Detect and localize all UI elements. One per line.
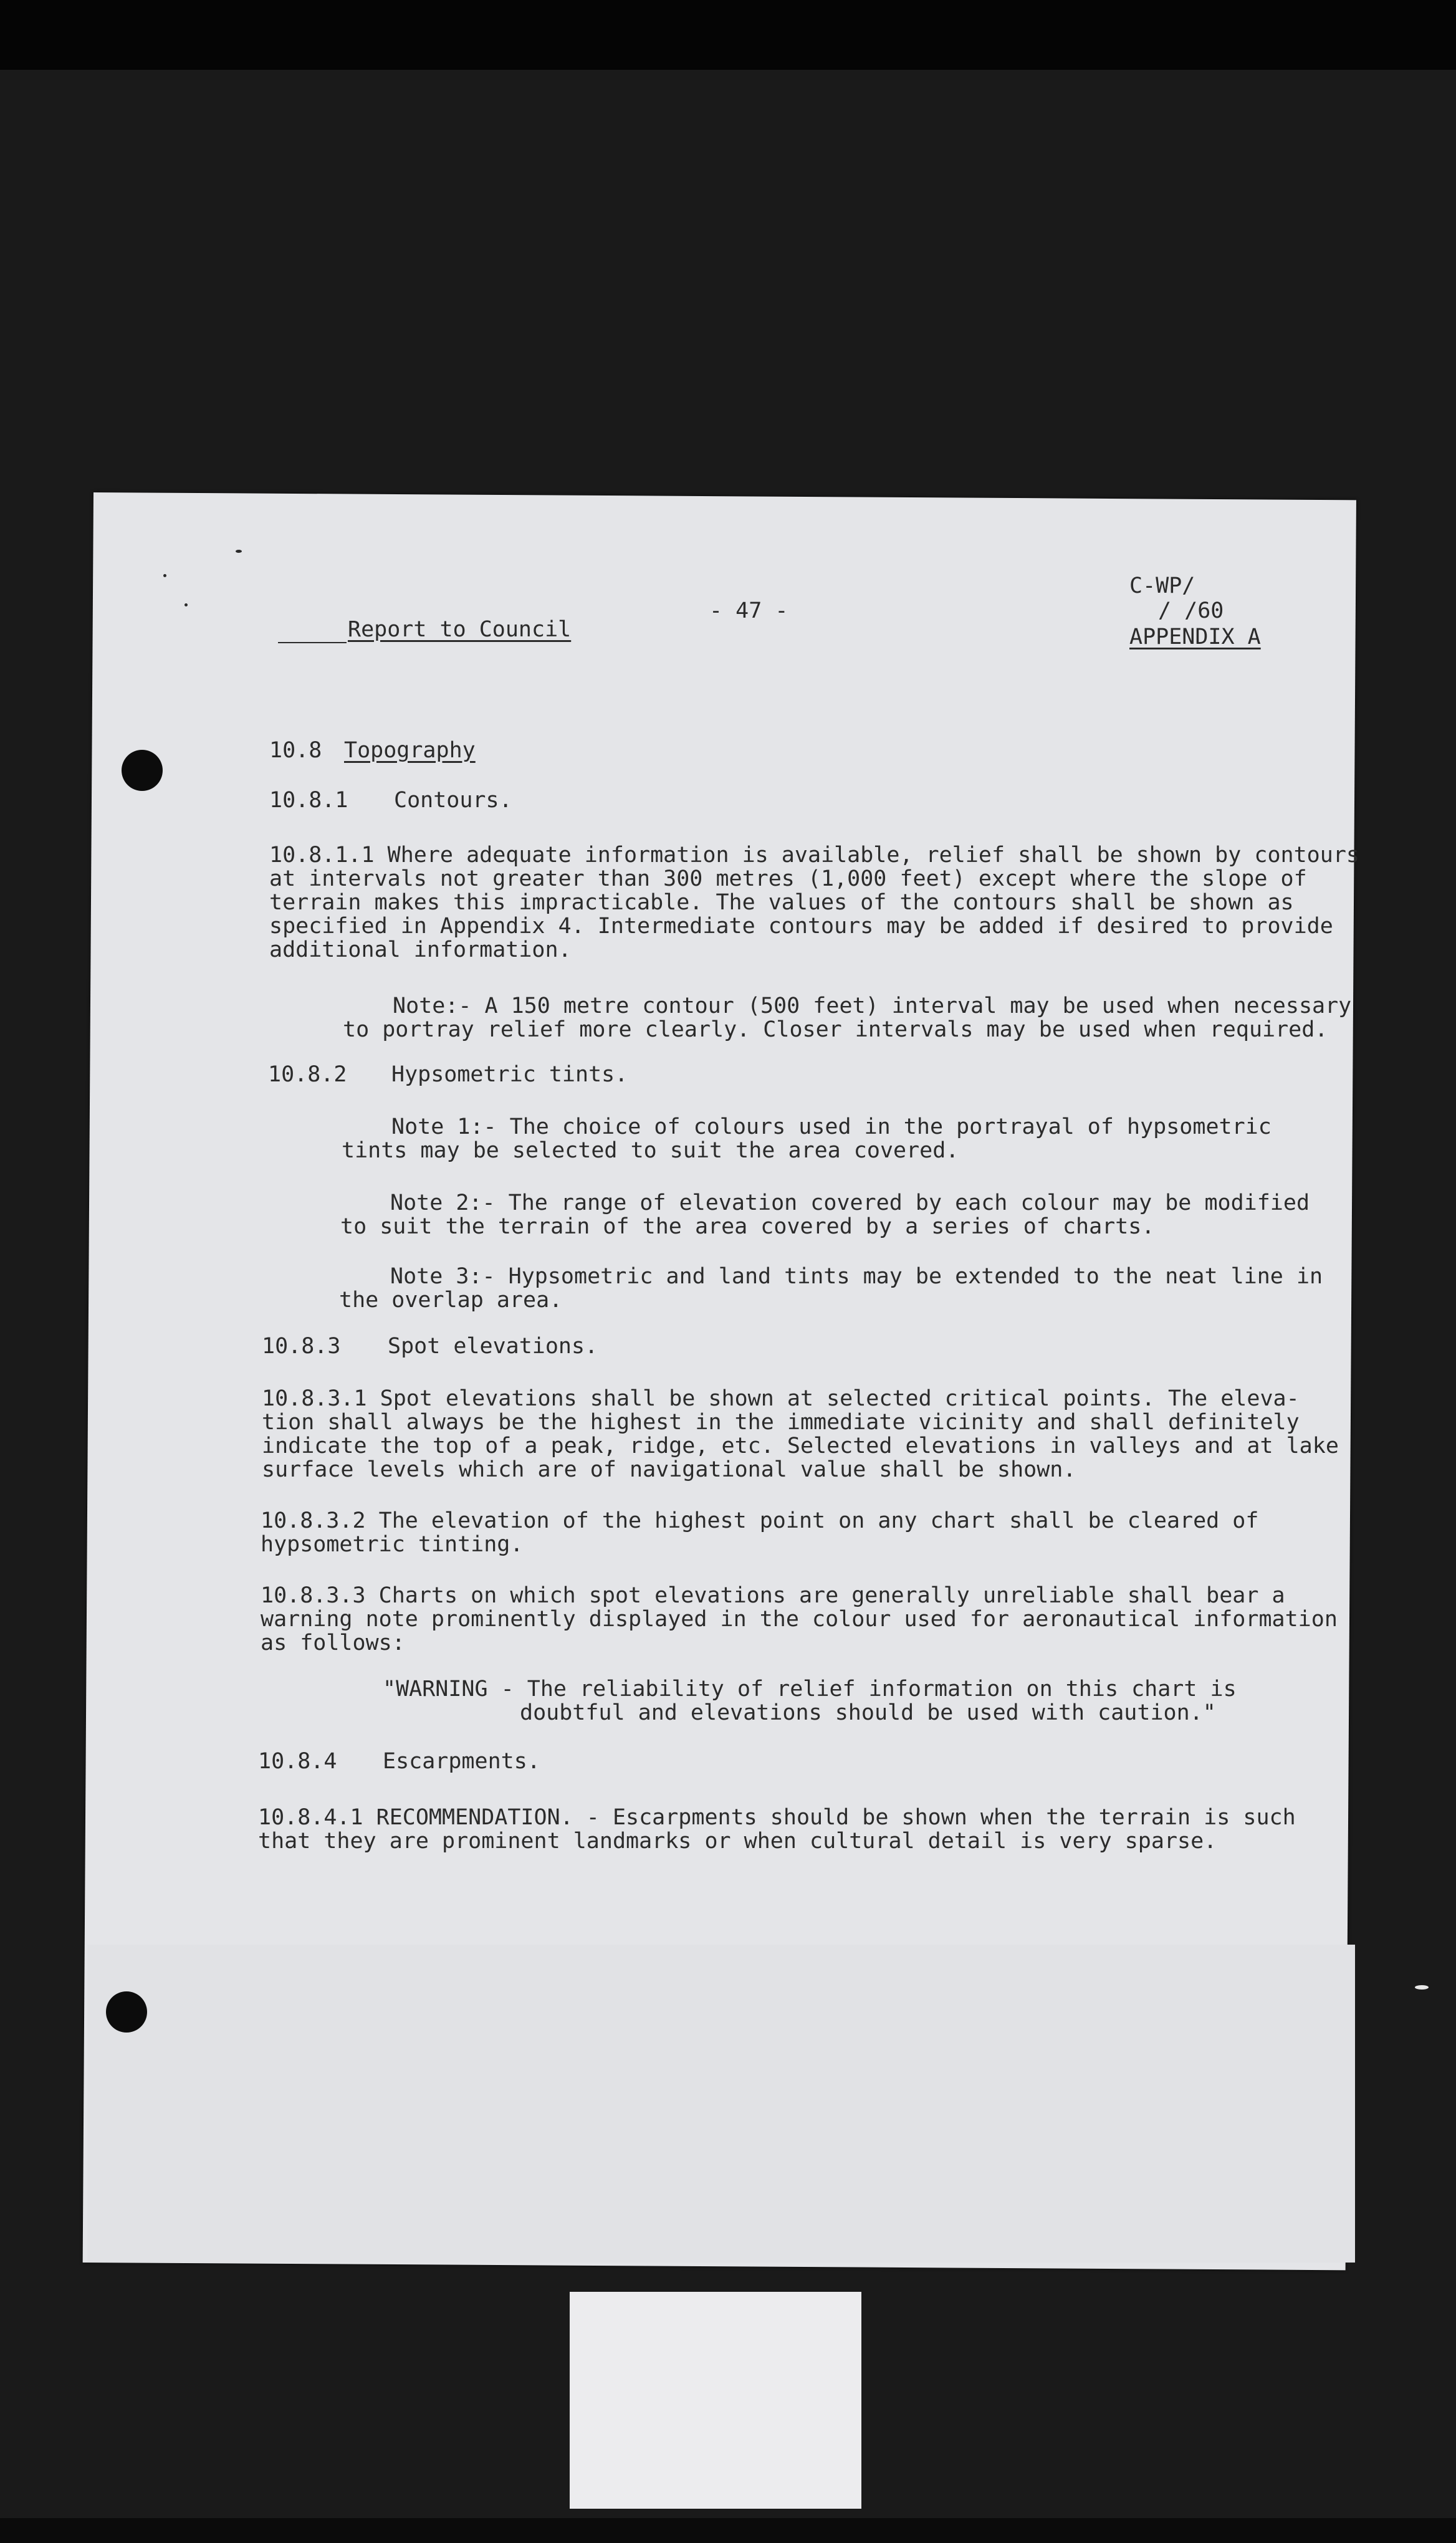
page-number: - 47 - [709, 598, 788, 623]
paragraph-line: terrain makes this impracticable. The values of the contours shall be shown as [269, 890, 1294, 915]
paragraph-line: additional information. [269, 937, 572, 962]
document-reference: C-WP/ [1129, 573, 1195, 598]
paragraph-line: 10.8.1.1 Where adequate information is available, relief shall be shown by contours [269, 843, 1359, 868]
paragraph-line: hypsometric tinting. [261, 1532, 524, 1557]
section-title: Spot elevations. [388, 1334, 598, 1359]
note-line: Note 2:- The range of elevation covered by each colour may be modified [390, 1190, 1310, 1215]
section-number: 10.8.2 [268, 1062, 347, 1087]
report-to-council: Report to Council [348, 617, 572, 642]
section-number: 10.8.3 [262, 1334, 341, 1359]
paragraph-line: tion shall always be the highest in the immediate vicinity and shall definitely [262, 1410, 1300, 1435]
paragraph-line: 10.8.4.1 RECOMMENDATION. - Escarpments should be shown when the terrain is such [258, 1805, 1296, 1830]
note-line: to suit the terrain of the area covered by a series of charts. [340, 1214, 1155, 1239]
warning-line: "WARNING - The reliability of relief information on this chart is [383, 1677, 1237, 1702]
note-line: Note 1:- The choice of colours used in the portrayal of hypsometric [391, 1114, 1272, 1139]
paragraph-line: surface levels which are of navigational value shall be shown. [262, 1457, 1076, 1482]
paragraph-line: that they are prominent landmarks or when cultural detail is very sparse. [258, 1829, 1217, 1854]
appendix-label: APPENDIX A [1129, 625, 1261, 649]
note-line: to portray relief more clearly. Closer intervals may be used when required. [343, 1017, 1328, 1042]
section-title: Contours. [394, 788, 512, 813]
section-title: Hypsometric tints. [391, 1062, 628, 1087]
paragraph-line: as follows: [261, 1631, 405, 1655]
paragraph-line: warning note prominently displayed in the colour used for aeronautical information [261, 1607, 1338, 1632]
note-line: Note:- A 150 metre contour (500 feet) interval may be used when necessary [393, 994, 1352, 1018]
document-reference-date: / /60 [1158, 598, 1224, 623]
paragraph-line: 10.8.3.1 Spot elevations shall be shown at selected critical points. The eleva- [262, 1386, 1300, 1411]
section-number: 10.8.1 [269, 788, 348, 813]
warning-line: doubtful and elevations should be used with caution." [520, 1700, 1216, 1725]
note-line: the overlap area. [339, 1288, 563, 1313]
paragraph-line: 10.8.3.3 Charts on which spot elevations are generally unreliable shall bear a [261, 1583, 1285, 1608]
paragraph-line: indicate the top of a peak, ridge, etc. Selected elevations in valleys and at lake [262, 1434, 1339, 1458]
note-line: tints may be selected to suit the area covered. [342, 1138, 959, 1163]
section-number: 10.8 [269, 738, 322, 763]
note-line: Note 3:- Hypsometric and land tints may be extended to the neat line in [390, 1264, 1323, 1289]
section-title: Escarpments. [383, 1749, 540, 1774]
header-rule [278, 642, 347, 643]
paragraph-line: at intervals not greater than 300 metres (1,000 feet) except where the slope of [269, 866, 1307, 891]
paragraph-line: specified in Appendix 4. Intermediate contours may be added if desired to provide [269, 914, 1333, 939]
paragraph-line: 10.8.3.2 The elevation of the highest point on any chart shall be cleared of [261, 1508, 1259, 1533]
section-title: Topography [344, 738, 476, 763]
section-number: 10.8.4 [258, 1749, 337, 1774]
